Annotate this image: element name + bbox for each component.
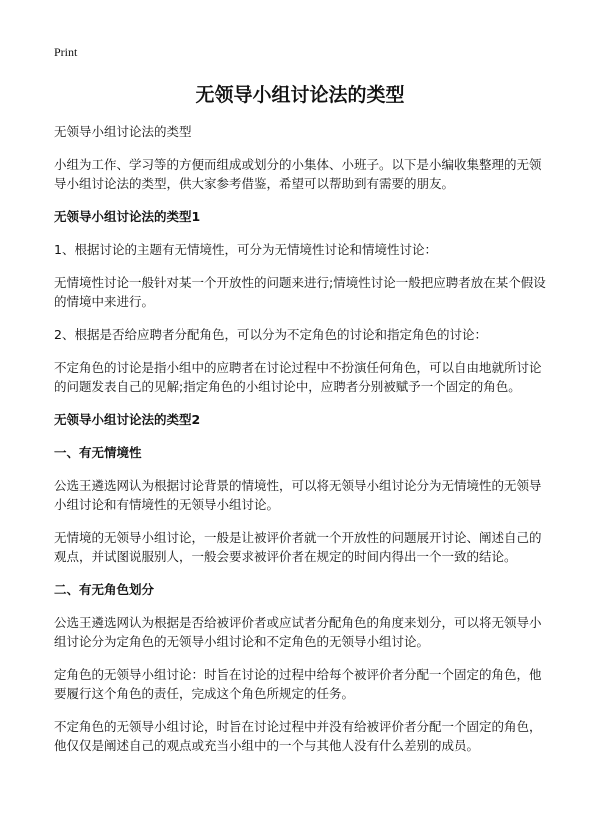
body-paragraph: 无情境的无领导小组讨论，一般是让被评价者就一个开放性的问题展开讨论、阐述自己的观点，并试图说服别人，一般会要求被评价者在规定的时间内得出一个一致的结论。 xyxy=(54,530,542,564)
body-paragraph: 不定角色的讨论是指小组中的应聘者在讨论过程中不扮演任何角色，可以自由地就所讨论的问题发表自己的见解;指定角色的小组讨论中，应聘者分别被赋予一个固定的角色。 xyxy=(54,360,542,394)
print-label: Print xyxy=(54,45,78,59)
body-paragraph: 2、根据是否给应聘者分配角色，可以分为不定角色的讨论和指定角色的讨论： xyxy=(54,327,487,342)
body-paragraph: 无情境性讨论一般针对某一个开放性的问题来进行;情境性讨论一般把应聘者放在某个假设的情境中来进行。 xyxy=(54,275,546,309)
body-paragraph: 不定角色的无领导小组讨论，时旨在讨论过程中并没有给被评价者分配一个固定的角色，他仅仅是阐述自己的观点或充当小组中的一个与其他人没有什么差别的成员。 xyxy=(54,719,542,753)
body-paragraph: 公选王遴选网认为根据讨论背景的情境性，可以将无领导小组讨论分为无情境性的无领导小组讨论和有情境性的无领导小组讨论。 xyxy=(54,478,542,512)
section-heading-type-1: 无领导小组讨论法的类型1 xyxy=(54,209,201,224)
body-paragraph: 1、根据讨论的主题有无情境性，可分为无情境性讨论和情境性讨论： xyxy=(54,242,437,257)
document-title: 无领导小组讨论法的类型 xyxy=(195,84,405,106)
subheading-roles: 二、有无角色划分 xyxy=(54,582,155,597)
body-paragraph: 定角色的无领导小组讨论：时旨在讨论的过程中给每个被评价者分配一个固定的角色，他要履行这个角色的责任，完成这个角色所规定的任务。 xyxy=(54,667,542,701)
subtitle-paragraph: 无领导小组讨论法的类型 xyxy=(54,124,192,139)
intro-paragraph: 小组为工作、学习等的方便而组成或划分的小集体、小班子。以下是小编收集整理的无领导小组讨论法的类型，供大家参考借鉴，希望可以帮助到有需要的朋友。 xyxy=(54,157,542,191)
subheading-situational: 一、有无情境性 xyxy=(54,445,142,460)
section-heading-type-2: 无领导小组讨论法的类型2 xyxy=(54,412,201,427)
body-paragraph: 公选王遴选网认为根据是否给被评价者或应试者分配角色的角度来划分，可以将无领导小组讨论分为定角色的无领导小组讨论和不定角色的无领导小组讨论。 xyxy=(54,615,542,649)
